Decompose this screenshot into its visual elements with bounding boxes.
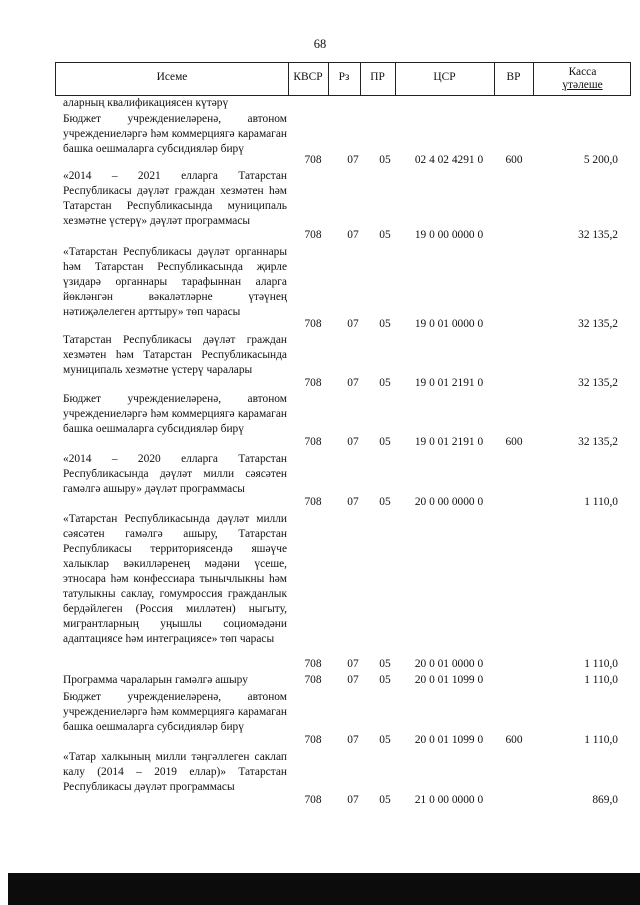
row-vr: 600 [505,154,523,166]
row-rz: 07 [347,496,359,508]
row-sum: 1 110,0 [584,734,618,746]
row-rz: 07 [347,794,359,806]
header-kassa-line2: үтәлеше [562,79,603,91]
row-csr: 20 0 01 1099 0 [414,734,484,746]
row-sum: 32 135,2 [578,318,618,330]
row-kvsr: 708 [304,154,322,166]
row-name: «2014 – 2021 елларга Татарстан Республикасы дәүләт граждан хезмәтен һәм Татарстан Республикасында муниципаль хезмәтне үстерү» дәүләт программасы [63,170,287,227]
row-sum: 5 200,0 [583,154,618,166]
row-csr: 19 0 01 0000 0 [414,318,484,330]
row-sum: 32 135,2 [578,436,618,448]
row-csr: 19 0 00 0000 0 [414,229,484,241]
row-pr: 05 [379,229,391,241]
row-kvsr: 708 [304,318,322,330]
row-sum: 869,0 [592,794,618,806]
row-sum: 1 110,0 [584,658,618,670]
row-rz: 07 [347,734,359,746]
row-pr: 05 [379,794,391,806]
row-name: «Татарстан Республикасында дәүләт милли сәясәтен гамәлгә ашыру, Татарстан Республикасы территориясендә яшәүче халыклар вәкилләренең мәдәни үсеше, этносара һәм конфессиара тынычлыкны һәм татулыкны саклау, гомумроссия гражданлык бердәйлеген (Россия милләтен) ныгыту, мигрантларның уңышлы социомәдәни адаптациясе һәм интеграциясе» төп чарасы [63,513,287,645]
row-kvsr: 708 [304,496,322,508]
header-pr: ПР [370,71,385,83]
header-kvsr: КВСР [293,71,323,83]
row-csr: 19 0 01 2191 0 [414,377,484,389]
row-pr: 05 [379,377,391,389]
row-kvsr: 708 [304,674,322,686]
row-name: Татарстан Республикасы дәүләт граждан хезмәтен һәм Татарстан Республикасында муниципаль хезмәтне үстерү чаралары [63,334,287,376]
row-name: Бюджет учреждениеләренә, автоном учреждениеләргә һәм коммерциягә карамаган башка оешмаларга субсидияләр бирү [63,393,287,435]
row-pr: 05 [379,734,391,746]
row-pr: 05 [379,674,391,686]
row-kvsr: 708 [304,794,322,806]
header-kassa-line1: Касса [568,66,597,78]
row-sum: 32 135,2 [578,229,618,241]
row-vr: 600 [505,734,523,746]
header-csr: ЦСР [433,71,456,83]
row-pr: 05 [379,154,391,166]
row-vr: 600 [505,436,523,448]
row-pr: 05 [379,318,391,330]
header-vr: ВР [506,71,521,83]
row-sum: 1 110,0 [584,674,618,686]
row-kvsr: 708 [304,377,322,389]
row-kvsr: 708 [304,436,322,448]
row-name: Программа чараларын гамәлгә ашыру [63,674,248,686]
row-csr: 21 0 00 0000 0 [414,794,484,806]
row-sum: 32 135,2 [578,377,618,389]
row-name: Бюджет учреждениеләренә, автоном учреждениеләргә һәм коммерциягә карамаган башка оешмаларга субсидияләр бирү [63,113,287,155]
row-rz: 07 [347,154,359,166]
row-name: «Татарстан Республикасы дәүләт органнары һәм Татарстан Республикасында җирле үзидарә органнары тарафыннан аларга йөкләнгән вәкаләтләрне үтәүнең нәтиҗәлелеген арттыру» төп чарасы [63,246,287,318]
row-kvsr: 708 [304,734,322,746]
row-csr: 02 4 02 4291 0 [414,154,484,166]
row-rz: 07 [347,229,359,241]
row-csr: 19 0 01 2191 0 [414,436,484,448]
row-pr: 05 [379,496,391,508]
header-rz: Рз [338,71,350,83]
row-name: Бюджет учреждениеләренә, автоном учреждениеләргә һәм коммерциягә карамаган башка оешмаларга субсидияләр бирү [63,691,287,733]
row-rz: 07 [347,436,359,448]
page-number: 68 [313,37,327,51]
header-name: Исеме [156,71,188,83]
row-csr: 20 0 00 0000 0 [414,496,484,508]
continuation-text: аларның квалификациясен күтәрү [63,97,229,109]
row-rz: 07 [347,318,359,330]
row-csr: 20 0 01 1099 0 [414,674,484,686]
header-kassa [533,66,632,92]
row-name: «2014 – 2020 елларга Татарстан Республикасында дәүләт милли сәясәтен гамәлгә ашыру» дәүләт программасы [63,453,287,495]
row-rz: 07 [347,377,359,389]
row-name: «Татар халкының милли тәңгәллеген саклап калу (2014 – 2019 еллар)» Татарстан Республикасы дәүләт программасы [63,751,287,793]
row-kvsr: 708 [304,658,322,670]
row-csr: 20 0 01 0000 0 [414,658,484,670]
table-header [55,62,631,96]
row-sum: 1 110,0 [584,496,618,508]
row-pr: 05 [379,436,391,448]
row-rz: 07 [347,674,359,686]
row-pr: 05 [379,658,391,670]
row-kvsr: 708 [304,229,322,241]
row-rz: 07 [347,658,359,670]
scan-bottom-edge [8,873,640,905]
